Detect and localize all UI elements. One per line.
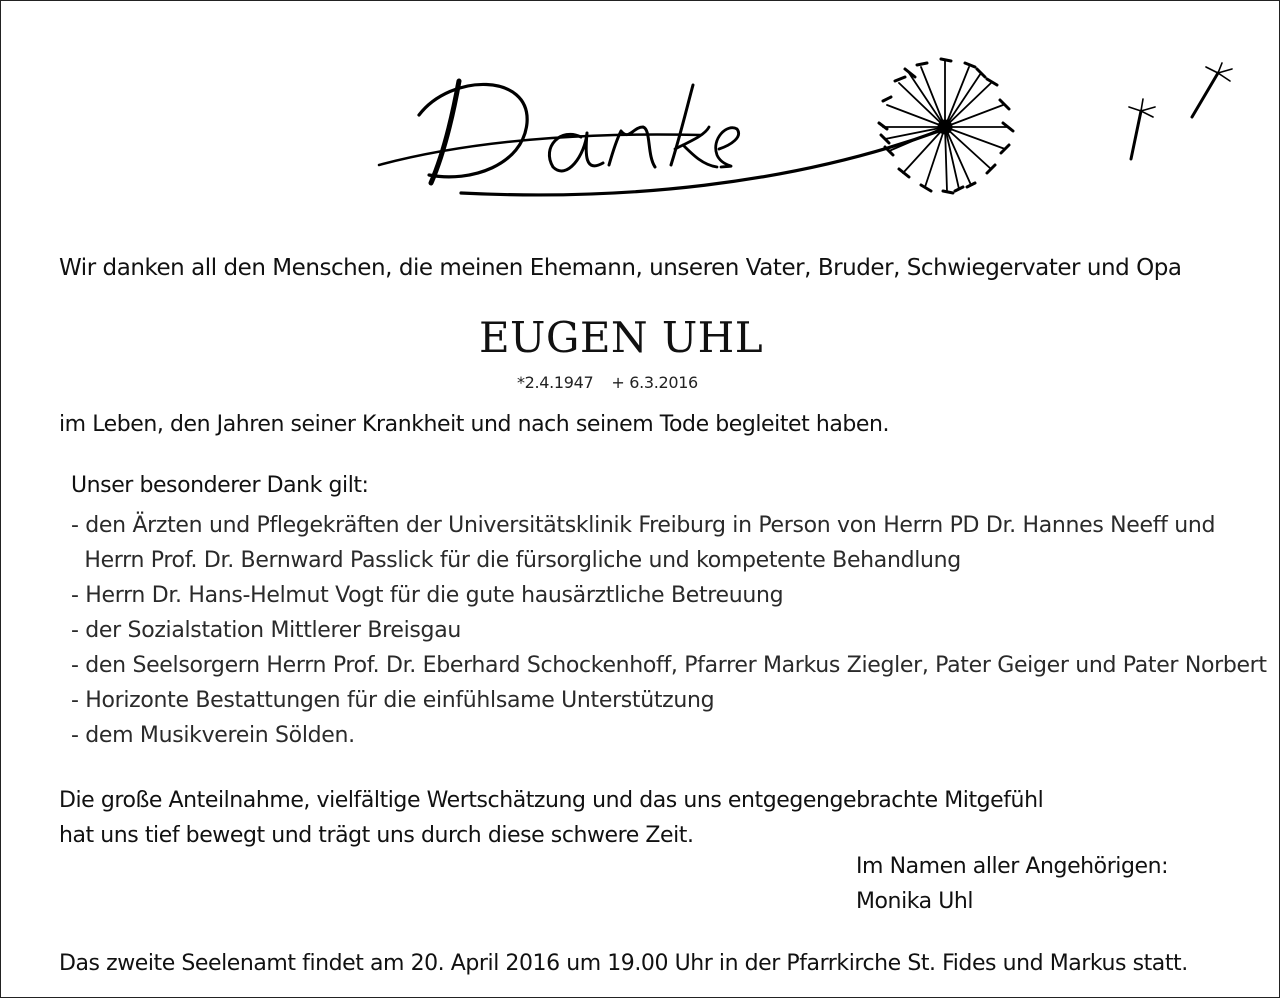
birth-date: *2.4.1947 — [517, 373, 594, 392]
closing-line: Die große Anteilnahme, vielfältige Wertschätzung und das uns entgegengebrachte Mitgefühl — [59, 788, 1044, 813]
death-date: + 6.3.2016 — [611, 373, 698, 392]
list-item: - den Ärzten und Pflegekräften der Universitätsklinik Freiburg in Person von Herrn PD Dr. Hannes Neeff und — [71, 513, 1216, 538]
accompaniment-text: im Leben, den Jahren seiner Krankheit und nach seinem Tode begleitet haben. — [59, 412, 890, 437]
mass-notice: Das zweite Seelenamt findet am 20. April 2016 um 19.00 Uhr in der Pfarrkirche St. Fides und Markus statt. — [59, 951, 1188, 976]
signature-label: Im Namen aller Angehörigen: — [856, 854, 1169, 879]
deceased-name: EUGEN UHL — [478, 313, 764, 362]
headline-artwork — [371, 15, 1071, 215]
thanks-list — [71, 508, 1267, 753]
list-item: - der Sozialstation Mittlerer Breisgau — [71, 618, 461, 643]
list-item: - Herrn Dr. Hans-Helmut Vogt für die gute hausärztliche Betreuung — [71, 583, 784, 608]
closing-line: hat uns tief bewegt und trägt uns durch diese schwere Zeit. — [59, 823, 694, 848]
life-dates — [517, 373, 698, 392]
list-item: Herrn Prof. Dr. Bernward Passlick für die fürsorgliche und kompetente Behandlung — [71, 548, 961, 573]
signature-name: Monika Uhl — [856, 889, 974, 914]
list-item: - dem Musikverein Sölden. — [71, 723, 355, 748]
signature-block — [856, 849, 1168, 919]
list-item: - den Seelsorgern Herrn Prof. Dr. Eberhard Schockenhoff, Pfarrer Markus Ziegler, Pater Geiger und Pater Norbert — [71, 653, 1267, 678]
intro-text: Wir danken all den Menschen, die meinen Ehemann, unseren Vater, Bruder, Schwiegervater und Opa — [59, 255, 1182, 281]
seed-icon — [1121, 97, 1161, 167]
closing-paragraph — [59, 783, 1043, 853]
dandelion-icon — [879, 59, 1013, 193]
seed-icon — [1184, 61, 1238, 127]
thanks-heading: Unser besonderer Dank gilt: — [71, 473, 369, 498]
list-item: - Horizonte Bestattungen für die einfühlsame Unterstützung — [71, 688, 715, 713]
